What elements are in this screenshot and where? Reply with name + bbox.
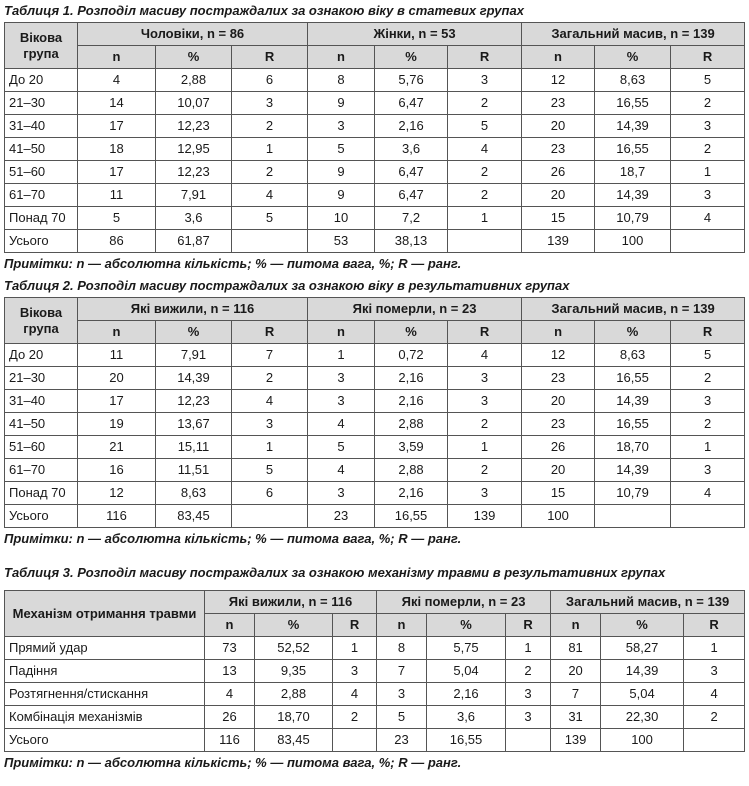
table1-table-row bbox=[5, 69, 745, 92]
table1-cell: 86 bbox=[78, 230, 156, 253]
table2-row-label: 41–50 bbox=[5, 413, 78, 436]
table1-cell: 12 bbox=[522, 69, 595, 92]
table1-subheader: R bbox=[671, 46, 745, 69]
table1-cell: 6 bbox=[232, 69, 308, 92]
table3-cell: 9,35 bbox=[255, 660, 333, 683]
table3-title-label: Таблиця 3. bbox=[4, 565, 74, 580]
table1-header-row bbox=[5, 23, 745, 46]
table3-cell: 1 bbox=[506, 637, 551, 660]
table1-cell: 7,91 bbox=[156, 184, 232, 207]
table3-cell: 2,16 bbox=[427, 683, 506, 706]
table1-cell: 5 bbox=[232, 207, 308, 230]
table3-row-label: Усього bbox=[5, 729, 205, 752]
table3-table-row bbox=[5, 683, 745, 706]
table2-cell: 14,39 bbox=[595, 390, 671, 413]
table3-cell: 5,04 bbox=[601, 683, 684, 706]
table1-subheader-row bbox=[5, 46, 745, 69]
table3-cell: 22,30 bbox=[601, 706, 684, 729]
table1-title bbox=[0, 0, 749, 22]
table3-table-row bbox=[5, 706, 745, 729]
table1-cell: 53 bbox=[308, 230, 375, 253]
table2-cell: 2,88 bbox=[375, 413, 448, 436]
table1-cell: 2 bbox=[671, 92, 745, 115]
table3 bbox=[4, 590, 745, 752]
table1-table-row bbox=[5, 207, 745, 230]
table2-cell: 3 bbox=[308, 482, 375, 505]
table3-subheader: n bbox=[377, 614, 427, 637]
table3-cell: 139 bbox=[551, 729, 601, 752]
table2-cell: 15,11 bbox=[156, 436, 232, 459]
table2-cell: 15 bbox=[522, 482, 595, 505]
table3-cell: 31 bbox=[551, 706, 601, 729]
table1-cell: 9 bbox=[308, 184, 375, 207]
table1-cell: 10,79 bbox=[595, 207, 671, 230]
table3-cell: 13 bbox=[205, 660, 255, 683]
table1-cell: 18 bbox=[78, 138, 156, 161]
table2-cell: 4 bbox=[308, 413, 375, 436]
table1-cell: 5 bbox=[308, 138, 375, 161]
table3-cell: 5 bbox=[377, 706, 427, 729]
table3-header-row bbox=[5, 591, 745, 614]
table1-cell: 1 bbox=[232, 138, 308, 161]
table3-subheader: % bbox=[427, 614, 506, 637]
table2-table-row bbox=[5, 344, 745, 367]
table2-table-row bbox=[5, 390, 745, 413]
table1-subheader: % bbox=[595, 46, 671, 69]
table3-cell: 2 bbox=[333, 706, 377, 729]
table1-group-header: Чоловіки, n = 86 bbox=[78, 23, 308, 46]
table2-cell: 4 bbox=[232, 390, 308, 413]
table2-group-header: Загальний масив, n = 139 bbox=[522, 298, 745, 321]
table1-row-label: 21–30 bbox=[5, 92, 78, 115]
table3-cell: 14,39 bbox=[601, 660, 684, 683]
table3-row-label: Розтягнення/стискання bbox=[5, 683, 205, 706]
table2-corner-header: Вікова група bbox=[5, 298, 78, 344]
table3-group-header: Які вижили, n = 116 bbox=[205, 591, 377, 614]
table2-cell: 23 bbox=[522, 367, 595, 390]
table1-title-text: Розподіл масиву постраждалих за ознакою віку в статевих групах bbox=[77, 3, 524, 18]
table1-cell: 4 bbox=[448, 138, 522, 161]
table2-row-label: 61–70 bbox=[5, 459, 78, 482]
table2-cell: 2,16 bbox=[375, 482, 448, 505]
table2-subheader: % bbox=[595, 321, 671, 344]
table2-cell bbox=[232, 505, 308, 528]
table3-cell: 3 bbox=[506, 683, 551, 706]
table1-row-label: До 20 bbox=[5, 69, 78, 92]
table3-cell: 4 bbox=[684, 683, 745, 706]
table2-title bbox=[0, 275, 749, 297]
table2-cell bbox=[595, 505, 671, 528]
table2-table-row bbox=[5, 413, 745, 436]
table1-subheader: % bbox=[375, 46, 448, 69]
table1-table-row bbox=[5, 230, 745, 253]
table2-cell: 26 bbox=[522, 436, 595, 459]
table2-table-row bbox=[5, 482, 745, 505]
table3-cell: 4 bbox=[205, 683, 255, 706]
table1-cell: 15 bbox=[522, 207, 595, 230]
table2-group-header: Які вижили, n = 116 bbox=[78, 298, 308, 321]
table1-cell: 12,23 bbox=[156, 161, 232, 184]
table2-cell: 14,39 bbox=[156, 367, 232, 390]
table2-cell: 20 bbox=[522, 390, 595, 413]
table1-cell: 23 bbox=[522, 138, 595, 161]
table1-cell: 2 bbox=[671, 138, 745, 161]
table1-corner-header: Вікова група bbox=[5, 23, 78, 69]
table2-cell: 4 bbox=[308, 459, 375, 482]
table1-note: Примітки: n — абсолютна кількість; % — питома вага, %; R — ранг. bbox=[4, 256, 462, 271]
table1-subheader: R bbox=[448, 46, 522, 69]
table1-cell: 38,13 bbox=[375, 230, 448, 253]
table1-cell: 2 bbox=[232, 161, 308, 184]
table2-cell: 2,88 bbox=[375, 459, 448, 482]
table1-cell: 20 bbox=[522, 184, 595, 207]
table2-row-label: До 20 bbox=[5, 344, 78, 367]
table3-cell: 2 bbox=[506, 660, 551, 683]
table1-subheader: n bbox=[78, 46, 156, 69]
table2-cell: 139 bbox=[448, 505, 522, 528]
table3-cell: 1 bbox=[333, 637, 377, 660]
table1-cell: 1 bbox=[671, 161, 745, 184]
table2-cell: 16,55 bbox=[375, 505, 448, 528]
table2-cell: 1 bbox=[448, 436, 522, 459]
table3-cell: 26 bbox=[205, 706, 255, 729]
table1-cell: 2,16 bbox=[375, 115, 448, 138]
table1-cell: 10 bbox=[308, 207, 375, 230]
table1-cell: 2,88 bbox=[156, 69, 232, 92]
table1-cell: 3 bbox=[671, 115, 745, 138]
table2-cell: 4 bbox=[671, 482, 745, 505]
table3-cell: 1 bbox=[684, 637, 745, 660]
table3-cell: 16,55 bbox=[427, 729, 506, 752]
table2-row-label: 51–60 bbox=[5, 436, 78, 459]
table1-cell: 61,87 bbox=[156, 230, 232, 253]
table2-cell: 0,72 bbox=[375, 344, 448, 367]
table1-row-label: 51–60 bbox=[5, 161, 78, 184]
table2-cell: 5 bbox=[671, 344, 745, 367]
table3-cell: 7 bbox=[551, 683, 601, 706]
table3-cell: 116 bbox=[205, 729, 255, 752]
table2-cell: 5 bbox=[232, 459, 308, 482]
table2-cell bbox=[671, 505, 745, 528]
table3-title-text: Розподіл масиву постраждалих за ознакою механізму травми в результативних групах bbox=[77, 565, 666, 580]
table3-subheader: R bbox=[506, 614, 551, 637]
table1-cell: 100 bbox=[595, 230, 671, 253]
table3-subheader: n bbox=[205, 614, 255, 637]
table3-cell: 3 bbox=[377, 683, 427, 706]
table1-group-header: Жінки, n = 53 bbox=[308, 23, 522, 46]
table1-cell bbox=[671, 230, 745, 253]
table2-row-label: 21–30 bbox=[5, 367, 78, 390]
table2-cell: 1 bbox=[232, 436, 308, 459]
table1-cell: 17 bbox=[78, 115, 156, 138]
table3-cell: 83,45 bbox=[255, 729, 333, 752]
table2-cell: 2 bbox=[448, 413, 522, 436]
table2-subheader: n bbox=[522, 321, 595, 344]
table3-cell: 3 bbox=[506, 706, 551, 729]
table1-cell: 3 bbox=[232, 92, 308, 115]
table2-subheader: % bbox=[375, 321, 448, 344]
table3-cell: 7 bbox=[377, 660, 427, 683]
table2-cell: 83,45 bbox=[156, 505, 232, 528]
table3-cell: 73 bbox=[205, 637, 255, 660]
table2-cell: 14,39 bbox=[595, 459, 671, 482]
table1-subheader: n bbox=[522, 46, 595, 69]
table2-cell: 20 bbox=[78, 367, 156, 390]
table1-table-row bbox=[5, 184, 745, 207]
table1-row-label: 41–50 bbox=[5, 138, 78, 161]
table2-subheader: % bbox=[156, 321, 232, 344]
table2-group-header: Які померли, n = 23 bbox=[308, 298, 522, 321]
table2-cell: 3 bbox=[671, 390, 745, 413]
table2-subheader: R bbox=[671, 321, 745, 344]
table2-cell: 16,55 bbox=[595, 367, 671, 390]
table1-cell: 9 bbox=[308, 161, 375, 184]
table1-cell: 20 bbox=[522, 115, 595, 138]
table3-cell: 2,88 bbox=[255, 683, 333, 706]
table1-cell: 4 bbox=[671, 207, 745, 230]
table2 bbox=[4, 297, 745, 528]
table3-note: Примітки: n — абсолютна кількість; % — питома вага, %; R — ранг. bbox=[4, 755, 462, 770]
table3-row-label: Комбінація механізмів bbox=[5, 706, 205, 729]
table3-cell: 5,75 bbox=[427, 637, 506, 660]
table3-cell bbox=[684, 729, 745, 752]
table3-cell: 18,70 bbox=[255, 706, 333, 729]
table3-group-header: Які померли, n = 23 bbox=[377, 591, 551, 614]
table1-cell: 4 bbox=[232, 184, 308, 207]
table1-cell: 14,39 bbox=[595, 115, 671, 138]
table2-cell: 3,59 bbox=[375, 436, 448, 459]
table3-table-row bbox=[5, 637, 745, 660]
table2-cell: 3 bbox=[308, 367, 375, 390]
table1-cell: 14 bbox=[78, 92, 156, 115]
table2-cell: 6 bbox=[232, 482, 308, 505]
table2-cell: 23 bbox=[308, 505, 375, 528]
table3-group-header: Загальний масив, n = 139 bbox=[551, 591, 745, 614]
table2-cell: 8,63 bbox=[595, 344, 671, 367]
table3-cell: 3 bbox=[684, 660, 745, 683]
table1-cell: 2 bbox=[448, 161, 522, 184]
table3-cell: 4 bbox=[333, 683, 377, 706]
table2-cell: 5 bbox=[308, 436, 375, 459]
table1-cell: 9 bbox=[308, 92, 375, 115]
table2-cell: 21 bbox=[78, 436, 156, 459]
table3-cell: 81 bbox=[551, 637, 601, 660]
table2-cell: 1 bbox=[671, 436, 745, 459]
table3-cell: 2 bbox=[684, 706, 745, 729]
table1-cell: 6,47 bbox=[375, 161, 448, 184]
table2-table-row bbox=[5, 367, 745, 390]
table2-cell: 3 bbox=[448, 390, 522, 413]
table2-cell: 17 bbox=[78, 390, 156, 413]
table2-cell: 100 bbox=[522, 505, 595, 528]
table3-table-row bbox=[5, 729, 745, 752]
table1-subheader: R bbox=[232, 46, 308, 69]
table1-cell: 11 bbox=[78, 184, 156, 207]
table2-cell: 3 bbox=[448, 367, 522, 390]
table2-cell: 20 bbox=[522, 459, 595, 482]
table1-cell: 16,55 bbox=[595, 138, 671, 161]
table1-cell: 8 bbox=[308, 69, 375, 92]
table3-subheader: % bbox=[255, 614, 333, 637]
table1-cell: 139 bbox=[522, 230, 595, 253]
table3-corner-header: Механізм отримання травми bbox=[5, 591, 205, 637]
table2-cell: 12 bbox=[522, 344, 595, 367]
table1-cell bbox=[232, 230, 308, 253]
table1-cell: 5,76 bbox=[375, 69, 448, 92]
table1-row-label: Усього bbox=[5, 230, 78, 253]
table1-table-row bbox=[5, 161, 745, 184]
table3-cell: 20 bbox=[551, 660, 601, 683]
table1-table-row bbox=[5, 92, 745, 115]
table1-cell bbox=[448, 230, 522, 253]
table1-cell: 5 bbox=[671, 69, 745, 92]
table1-subheader: % bbox=[156, 46, 232, 69]
table1-cell: 6,47 bbox=[375, 92, 448, 115]
table1-cell: 3 bbox=[448, 69, 522, 92]
table2-subheader: n bbox=[78, 321, 156, 344]
table3-row-label: Прямий удар bbox=[5, 637, 205, 660]
table2-subheader: R bbox=[232, 321, 308, 344]
table2-cell: 2 bbox=[671, 413, 745, 436]
table1-cell: 2 bbox=[448, 184, 522, 207]
table1-cell: 2 bbox=[232, 115, 308, 138]
table2-subheader: R bbox=[448, 321, 522, 344]
table1-cell: 8,63 bbox=[595, 69, 671, 92]
table1-cell: 3 bbox=[671, 184, 745, 207]
table3-cell: 5,04 bbox=[427, 660, 506, 683]
table2-cell: 3 bbox=[232, 413, 308, 436]
table1-row-label: 31–40 bbox=[5, 115, 78, 138]
table2-cell: 1 bbox=[308, 344, 375, 367]
table3-cell: 100 bbox=[601, 729, 684, 752]
table3-subheader: n bbox=[551, 614, 601, 637]
table1-cell: 26 bbox=[522, 161, 595, 184]
table3-cell: 52,52 bbox=[255, 637, 333, 660]
table3-subheader: R bbox=[684, 614, 745, 637]
table2-cell: 23 bbox=[522, 413, 595, 436]
table2-cell: 13,67 bbox=[156, 413, 232, 436]
table2-subheader: n bbox=[308, 321, 375, 344]
table2-cell: 116 bbox=[78, 505, 156, 528]
table2-row-label: 31–40 bbox=[5, 390, 78, 413]
table2-header-row bbox=[5, 298, 745, 321]
table1-group-header: Загальний масив, n = 139 bbox=[522, 23, 745, 46]
table2-cell: 8,63 bbox=[156, 482, 232, 505]
table3-cell: 3 bbox=[333, 660, 377, 683]
table1-cell: 5 bbox=[78, 207, 156, 230]
table1-cell: 12,23 bbox=[156, 115, 232, 138]
table3-cell: 58,27 bbox=[601, 637, 684, 660]
table2-cell: 19 bbox=[78, 413, 156, 436]
table1-table-row bbox=[5, 138, 745, 161]
table1-cell: 6,47 bbox=[375, 184, 448, 207]
table2-cell: 4 bbox=[448, 344, 522, 367]
table1-cell: 7,2 bbox=[375, 207, 448, 230]
table3-cell: 8 bbox=[377, 637, 427, 660]
table2-cell: 7,91 bbox=[156, 344, 232, 367]
table2-cell: 10,79 bbox=[595, 482, 671, 505]
table3-cell bbox=[333, 729, 377, 752]
table2-cell: 12,23 bbox=[156, 390, 232, 413]
table2-cell: 3 bbox=[448, 482, 522, 505]
table2-title-text: Розподіл масиву постраждалих за ознакою віку в результативних групах bbox=[77, 278, 570, 293]
table3-cell: 3,6 bbox=[427, 706, 506, 729]
table1-cell: 1 bbox=[448, 207, 522, 230]
table2-cell: 16,55 bbox=[595, 413, 671, 436]
table1-cell: 23 bbox=[522, 92, 595, 115]
table2-cell: 11 bbox=[78, 344, 156, 367]
table2-note: Примітки: n — абсолютна кількість; % — питома вага, %; R — ранг. bbox=[4, 531, 462, 546]
table1-title-label: Таблиця 1. bbox=[4, 3, 74, 18]
table1-row-label: Понад 70 bbox=[5, 207, 78, 230]
table2-cell: 11,51 bbox=[156, 459, 232, 482]
table3-row-label: Падіння bbox=[5, 660, 205, 683]
table1-table-row bbox=[5, 115, 745, 138]
table2-cell: 16 bbox=[78, 459, 156, 482]
table1-subheader: n bbox=[308, 46, 375, 69]
table1-row-label: 61–70 bbox=[5, 184, 78, 207]
table1-cell: 10,07 bbox=[156, 92, 232, 115]
table2-table-row bbox=[5, 436, 745, 459]
table1 bbox=[4, 22, 745, 253]
table2-row-label: Усього bbox=[5, 505, 78, 528]
table3-title bbox=[0, 562, 749, 584]
table2-row-label: Понад 70 bbox=[5, 482, 78, 505]
table2-title-label: Таблиця 2. bbox=[4, 278, 74, 293]
table1-cell: 3 bbox=[308, 115, 375, 138]
table2-cell: 2 bbox=[232, 367, 308, 390]
table2-cell: 3 bbox=[308, 390, 375, 413]
table3-cell bbox=[506, 729, 551, 752]
table2-cell: 2,16 bbox=[375, 367, 448, 390]
table1-cell: 2 bbox=[448, 92, 522, 115]
table1-cell: 16,55 bbox=[595, 92, 671, 115]
table2-cell: 3 bbox=[671, 459, 745, 482]
table1-cell: 17 bbox=[78, 161, 156, 184]
table2-cell: 2 bbox=[671, 367, 745, 390]
table3-cell: 23 bbox=[377, 729, 427, 752]
table1-cell: 18,7 bbox=[595, 161, 671, 184]
table2-table-row bbox=[5, 505, 745, 528]
table1-cell: 3,6 bbox=[375, 138, 448, 161]
table2-cell: 2,16 bbox=[375, 390, 448, 413]
table2-cell: 18,70 bbox=[595, 436, 671, 459]
table1-cell: 4 bbox=[78, 69, 156, 92]
table1-cell: 12,95 bbox=[156, 138, 232, 161]
table1-cell: 3,6 bbox=[156, 207, 232, 230]
table2-cell: 12 bbox=[78, 482, 156, 505]
table2-cell: 2 bbox=[448, 459, 522, 482]
table2-subheader-row bbox=[5, 321, 745, 344]
table3-subheader: R bbox=[333, 614, 377, 637]
table1-cell: 14,39 bbox=[595, 184, 671, 207]
table3-subheader: % bbox=[601, 614, 684, 637]
table2-table-row bbox=[5, 459, 745, 482]
table1-cell: 5 bbox=[448, 115, 522, 138]
table2-cell: 7 bbox=[232, 344, 308, 367]
table3-table-row bbox=[5, 660, 745, 683]
